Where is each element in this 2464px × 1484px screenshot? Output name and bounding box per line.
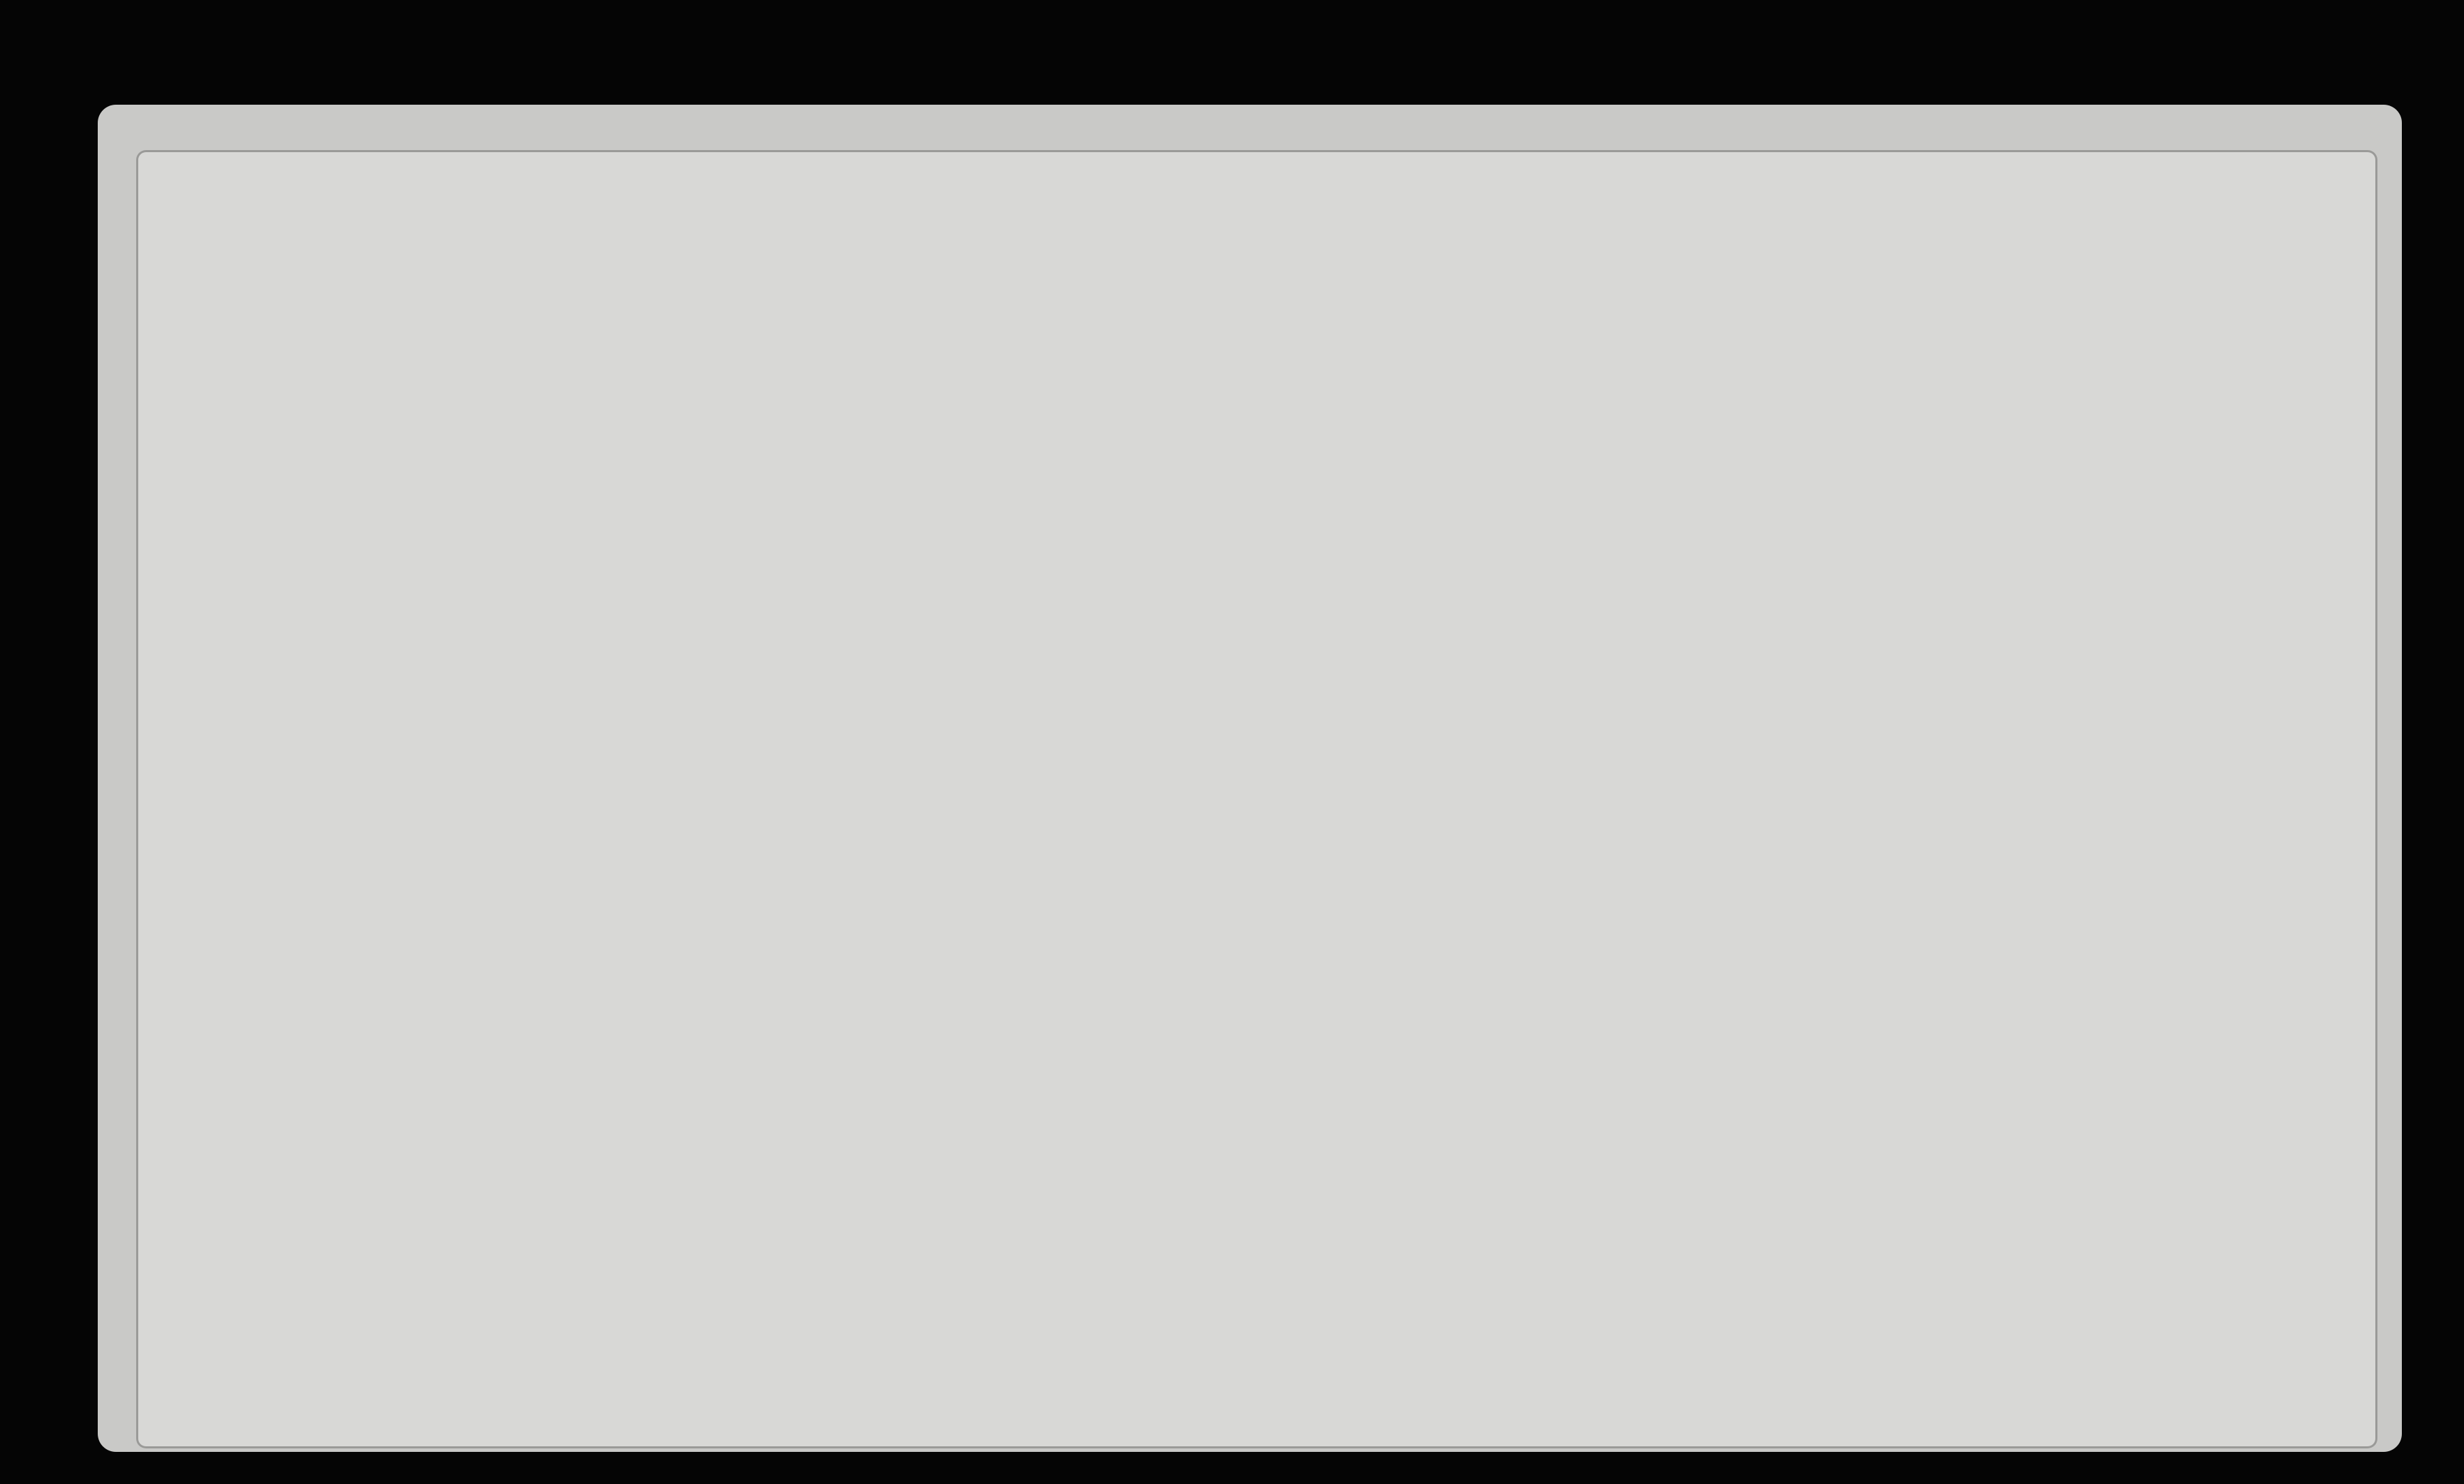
census-card [136, 150, 2377, 1448]
